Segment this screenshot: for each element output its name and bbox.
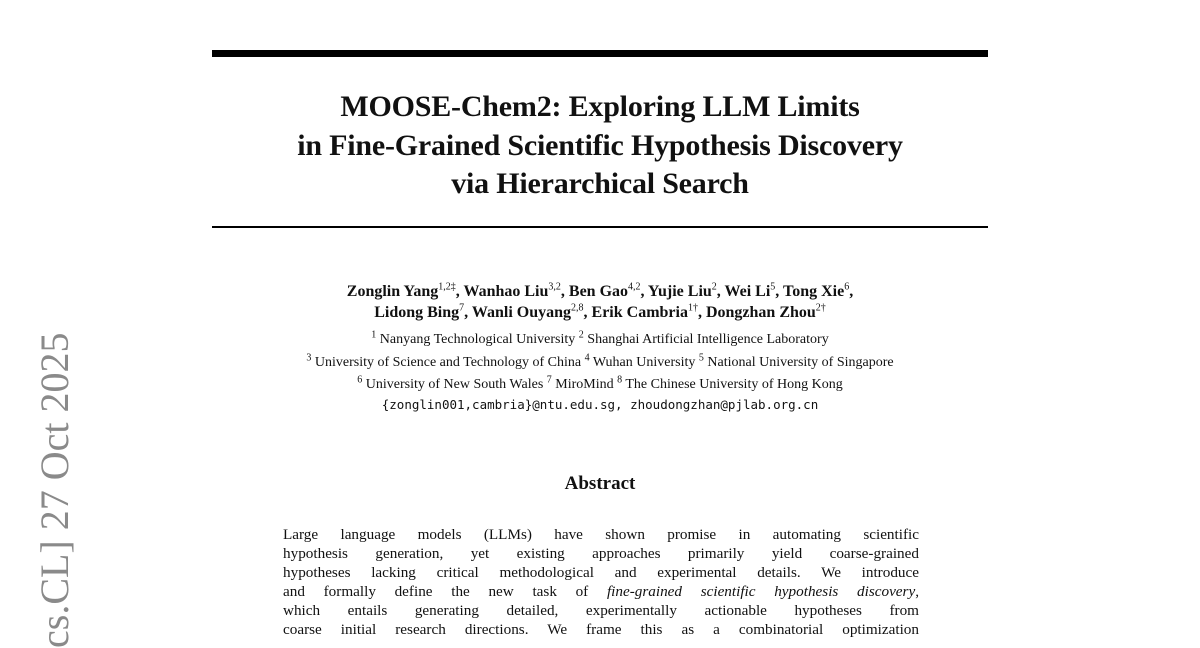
abstract-line: and formally define the new task of fine-grained scientific hypothesis discovery, xyxy=(283,583,919,601)
author: Wei Li$^5$, xyxy=(724,281,784,300)
author: Yujie Liu$^2$, xyxy=(647,281,725,300)
abstract-line: hypothesis generation, yet existing approaches primarily yield coarse-grained xyxy=(283,545,919,563)
author: Wanhao Liu$^{3,2}$, xyxy=(463,281,569,300)
abstract-line: coarse initial research directions. We frame this as a combinatorial optimization xyxy=(283,621,919,639)
author: Lidong Bing$^7$, xyxy=(374,302,472,321)
author-list xyxy=(150,281,1050,323)
affiliation-line: $^1$ Nanyang Technological University $^2$ Shanghai Artificial Intelligence Laboratory xyxy=(371,329,829,347)
title-line: via Hierarchical Search xyxy=(451,167,749,200)
author: Ben Gao$^{4,2}$, xyxy=(568,281,648,300)
author: Wanli Ouyang$^{2,8}$, xyxy=(471,302,592,321)
author-line-1 xyxy=(150,281,1050,302)
title-line: in Fine-Grained Scientific Hypothesis Discovery xyxy=(297,128,903,162)
author: Zonglin Yang$^{1,2\ddagger}$, xyxy=(346,281,464,300)
author-line-2 xyxy=(150,302,1050,323)
affiliations xyxy=(150,329,1050,397)
abstract-line: hypotheses lacking critical methodological and experimental details. We introduce xyxy=(283,564,919,582)
title-bottom-rule xyxy=(212,226,988,228)
author: Erik Cambria$^{1\dagger}$, xyxy=(591,302,706,321)
abstract-body xyxy=(283,525,919,640)
author: Tong Xie$^6$, xyxy=(783,281,854,300)
abstract-heading: Abstract xyxy=(564,473,636,494)
abstract-line: Large language models (LLMs) have shown promise in automating scientific xyxy=(283,526,919,543)
arxiv-side-stamp: cs.CL] 27 Oct 2025 xyxy=(32,332,77,648)
task-name-emphasis: fine-grained scientific hypothesis discovery xyxy=(606,583,916,601)
contact-emails[interactable]: {zonglin001,cambria}@ntu.edu.sg, zhoudongzhan@pjlab.org.cn xyxy=(381,397,819,412)
title-line: MOOSE-Chem2: Exploring LLM Limits xyxy=(340,90,860,123)
abstract-line: which entails generating detailed, experimentally actionable hypotheses from xyxy=(283,602,919,620)
title-top-rule xyxy=(212,50,988,57)
paper-title xyxy=(212,88,988,204)
affiliation-line: $^3$ University of Science and Technology of China $^4$ Wuhan University $^5$ National University of Singapore xyxy=(306,351,894,370)
affiliation-line: $^6$ University of New South Wales $^7$ MiroMind $^8$ The Chinese University of Hong Kong xyxy=(357,374,843,392)
author: Dongzhan Zhou$^{2\dagger}$ xyxy=(705,302,826,321)
